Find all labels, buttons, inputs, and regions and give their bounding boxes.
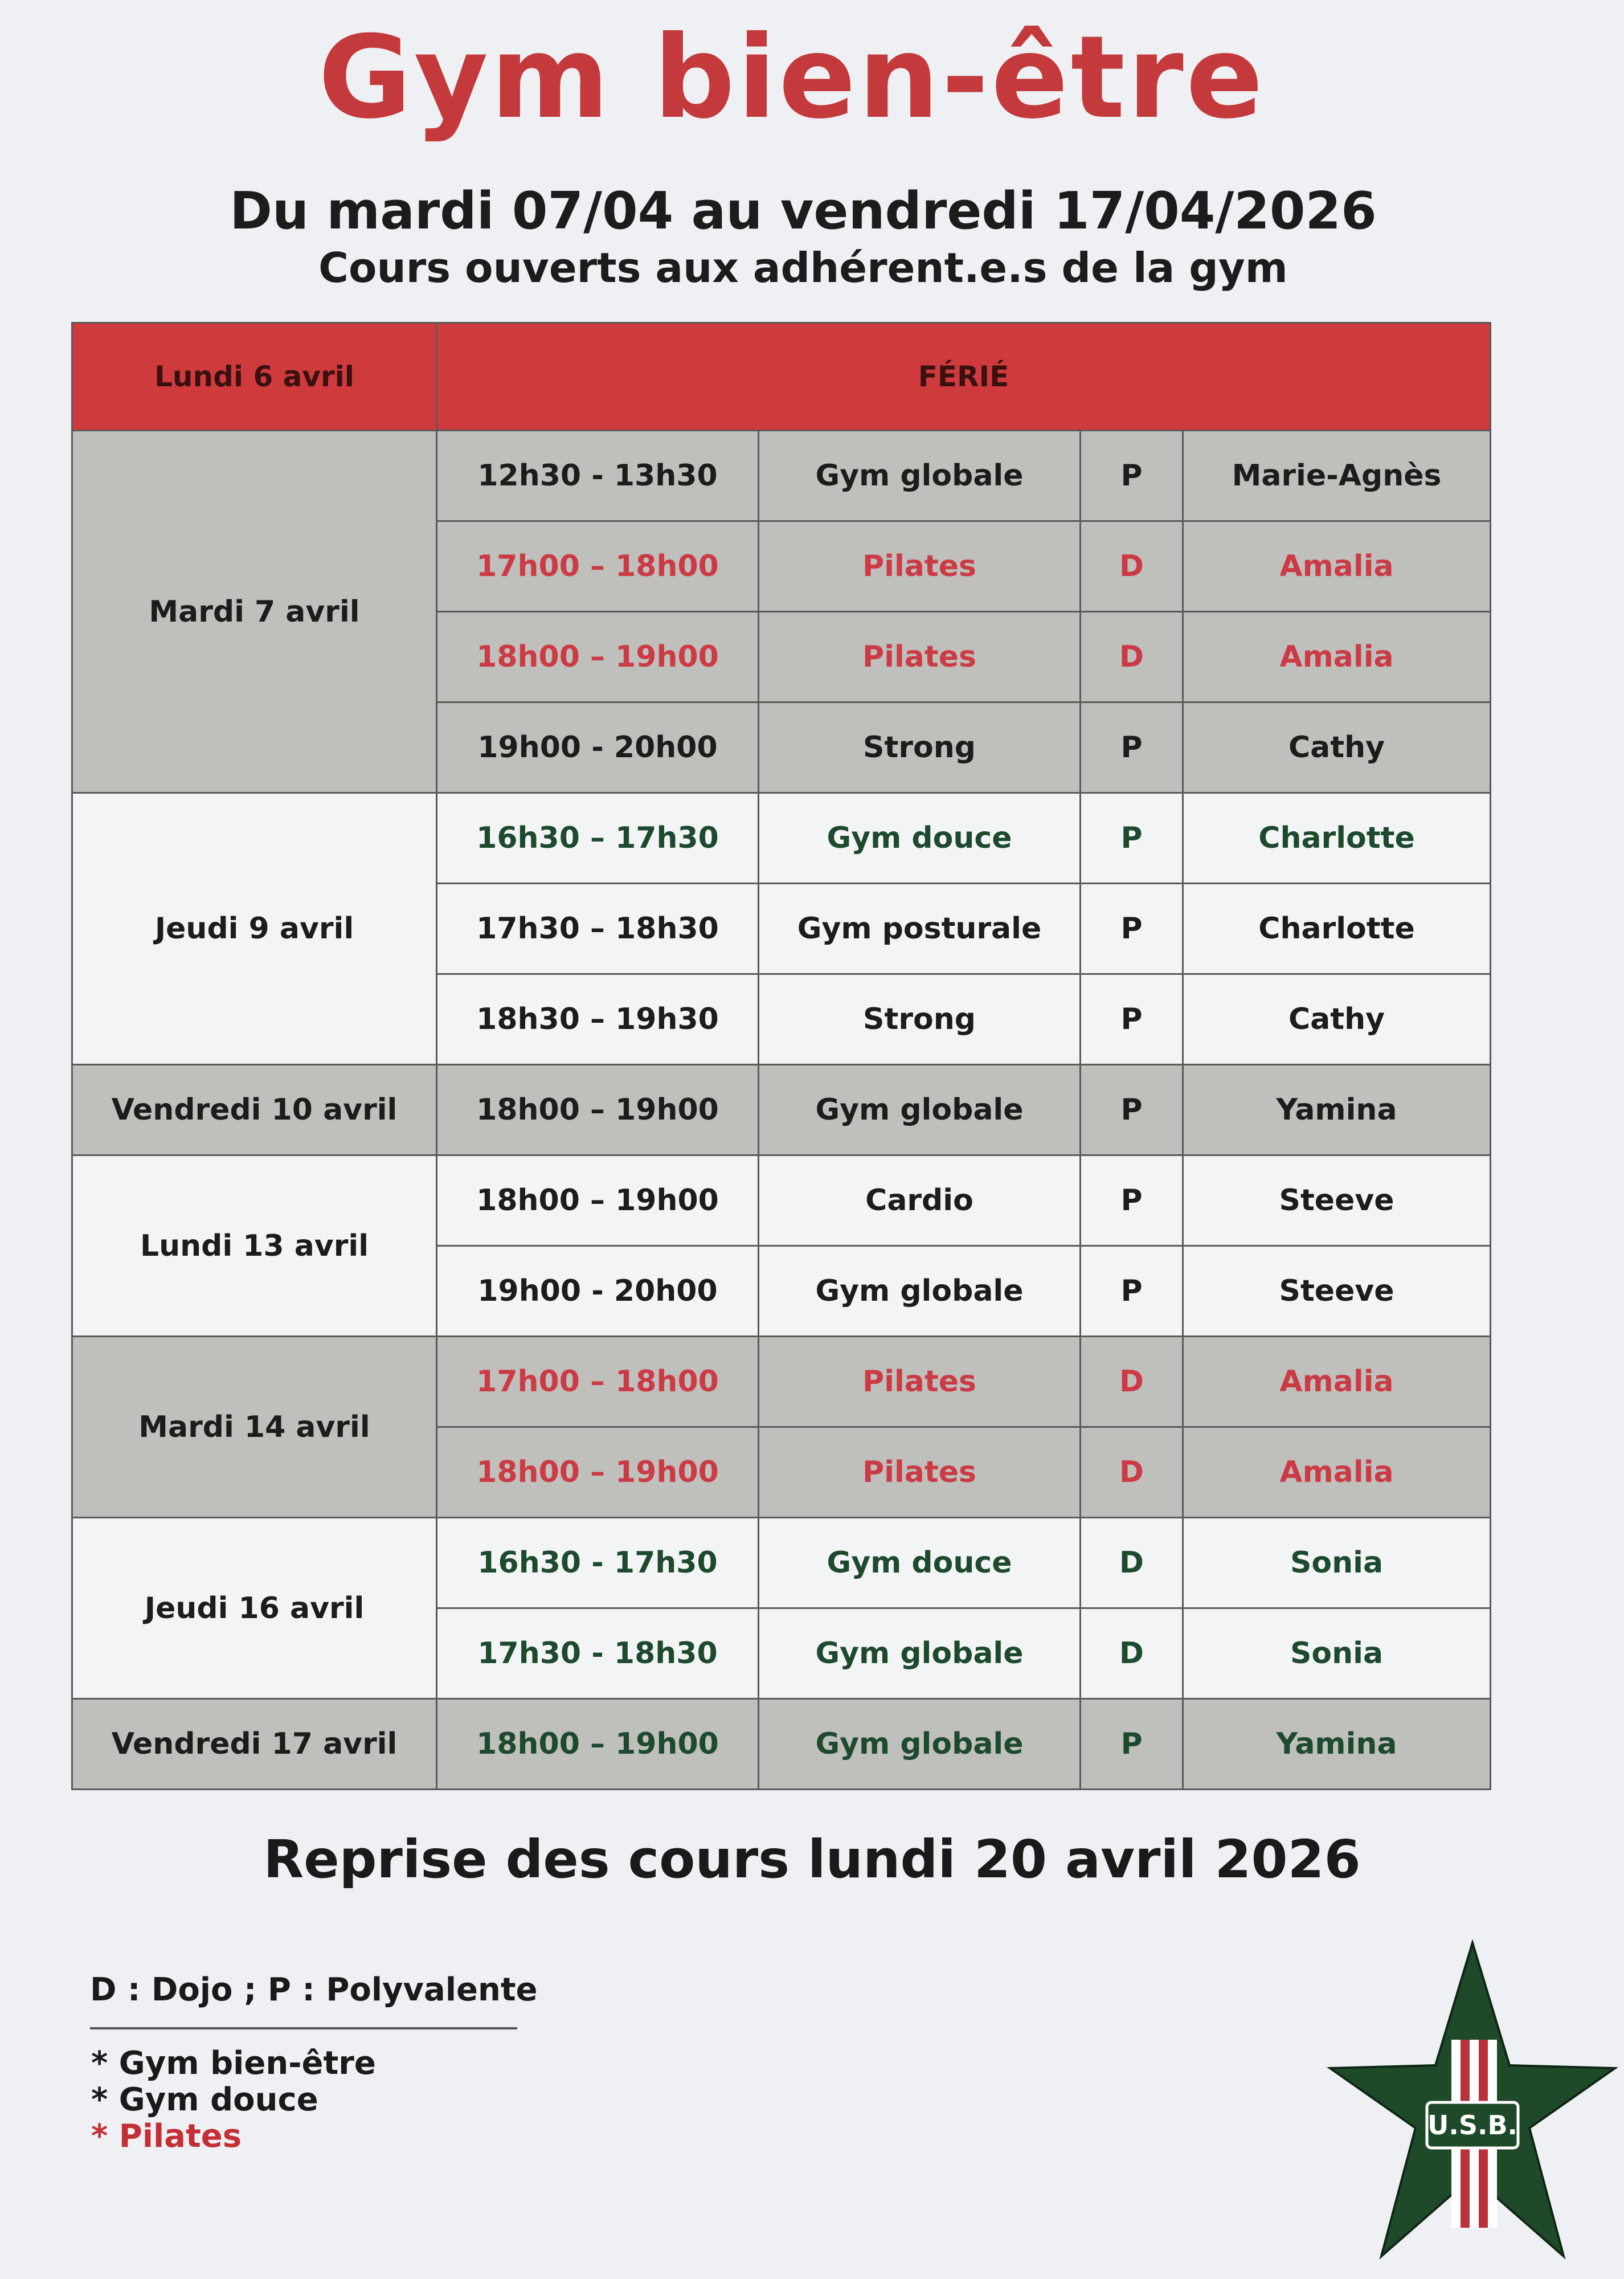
schedule-row	[72, 1518, 1491, 1608]
course-cell: Pilates	[759, 612, 1081, 703]
course-cell: Gym globale	[759, 1246, 1081, 1337]
course-cell: Pilates	[759, 521, 1081, 612]
schedule-row	[72, 1065, 1491, 1155]
day-cell: Lundi 13 avril	[72, 1155, 437, 1337]
schedule-body	[72, 323, 1491, 1790]
room-cell: P	[1081, 1065, 1183, 1155]
legend-divider	[90, 2027, 517, 2029]
page-title: Gym bien-être	[318, 11, 1266, 144]
day-cell: Mardi 14 avril	[72, 1337, 437, 1518]
day-cell: Jeudi 16 avril	[72, 1518, 437, 1699]
course-cell: Strong	[759, 974, 1081, 1065]
course-cell: Cardio	[759, 1155, 1081, 1246]
room-cell: P	[1081, 703, 1183, 793]
time-cell: 18h00 – 19h00	[437, 1065, 759, 1155]
time-cell: 18h00 – 19h00	[437, 1699, 759, 1790]
day-cell: Mardi 7 avril	[72, 431, 437, 793]
subtitle: Cours ouverts aux adhérent.e.s de la gym	[318, 244, 1288, 292]
course-cell: Gym posturale	[759, 884, 1081, 974]
period-heading: Du mardi 07/04 au vendredi 17/04/2026	[230, 181, 1377, 241]
usb-star-logo	[1322, 1931, 1618, 2268]
coach-cell: Charlotte	[1183, 793, 1491, 884]
room-cell: D	[1081, 1427, 1183, 1518]
coach-cell: Marie-Agnès	[1183, 431, 1491, 521]
course-cell: Gym globale	[759, 1699, 1081, 1790]
room-cell: D	[1081, 612, 1183, 703]
schedule-row	[72, 1699, 1491, 1790]
course-cell: Gym globale	[759, 1065, 1081, 1155]
course-cell: Gym douce	[759, 1518, 1081, 1608]
room-cell: P	[1081, 974, 1183, 1065]
time-cell: 19h00 - 20h00	[437, 1246, 759, 1337]
schedule-table	[71, 322, 1491, 1790]
coach-cell: Yamina	[1183, 1065, 1491, 1155]
room-cell: P	[1081, 431, 1183, 521]
course-notes	[91, 2045, 376, 2155]
coach-cell: Yamina	[1183, 1699, 1491, 1790]
schedule-row	[72, 1155, 1491, 1246]
coach-cell: Steeve	[1183, 1155, 1491, 1246]
room-cell: P	[1081, 1155, 1183, 1246]
time-cell: 17h30 – 18h30	[437, 884, 759, 974]
coach-cell: Cathy	[1183, 974, 1491, 1065]
day-cell: Vendredi 10 avril	[72, 1065, 437, 1155]
coach-cell: Charlotte	[1183, 884, 1491, 974]
schedule-row	[72, 431, 1491, 521]
room-cell: D	[1081, 1518, 1183, 1608]
coach-cell: Steeve	[1183, 1246, 1491, 1337]
room-cell: D	[1081, 521, 1183, 612]
time-cell: 16h30 - 17h30	[437, 1518, 759, 1608]
room-cell: D	[1081, 1608, 1183, 1699]
coach-cell: Amalia	[1183, 1337, 1491, 1427]
time-cell: 16h30 – 17h30	[437, 793, 759, 884]
time-cell: 12h30 - 13h30	[437, 431, 759, 521]
time-cell: 17h00 – 18h00	[437, 521, 759, 612]
coach-cell: Sonia	[1183, 1518, 1491, 1608]
note-gym-douce: * Gym douce	[91, 2081, 318, 2118]
schedule-row	[72, 793, 1491, 884]
resume-notice: Reprise des cours lundi 20 avril 2026	[263, 1829, 1361, 1890]
time-cell: 17h30 - 18h30	[437, 1608, 759, 1699]
course-cell: Pilates	[759, 1337, 1081, 1427]
time-cell: 18h00 – 19h00	[437, 1155, 759, 1246]
time-cell: 18h00 – 19h00	[437, 1427, 759, 1518]
time-cell: 18h30 – 19h30	[437, 974, 759, 1065]
room-cell: P	[1081, 884, 1183, 974]
logo-text: U.S.B.	[1427, 2110, 1517, 2141]
time-cell: 17h00 – 18h00	[437, 1337, 759, 1427]
coach-cell: Sonia	[1183, 1608, 1491, 1699]
day-cell: Jeudi 9 avril	[72, 793, 437, 1065]
coach-cell: Cathy	[1183, 703, 1491, 793]
course-cell: Gym globale	[759, 1608, 1081, 1699]
time-cell: 19h00 - 20h00	[437, 703, 759, 793]
course-cell: Gym globale	[759, 431, 1081, 521]
course-cell: Gym douce	[759, 793, 1081, 884]
schedule-row	[72, 1337, 1491, 1427]
room-cell: P	[1081, 1699, 1183, 1790]
coach-cell: Amalia	[1183, 1427, 1491, 1518]
room-cell: P	[1081, 793, 1183, 884]
coach-cell: Amalia	[1183, 612, 1491, 703]
coach-cell: Amalia	[1183, 521, 1491, 612]
note-gym-bien-etre: * Gym bien-être	[91, 2045, 376, 2082]
holiday-day: Lundi 6 avril	[72, 323, 437, 431]
room-cell: D	[1081, 1337, 1183, 1427]
time-cell: 18h00 – 19h00	[437, 612, 759, 703]
holiday-row	[72, 323, 1491, 431]
course-cell: Strong	[759, 703, 1081, 793]
room-cell: P	[1081, 1246, 1183, 1337]
note-pilates: * Pilates	[91, 2118, 242, 2155]
holiday-label: FÉRIÉ	[437, 323, 1491, 431]
room-legend: D : Dojo ; P : Polyvalente	[90, 1971, 538, 2008]
day-cell: Vendredi 17 avril	[72, 1699, 437, 1790]
course-cell: Pilates	[759, 1427, 1081, 1518]
